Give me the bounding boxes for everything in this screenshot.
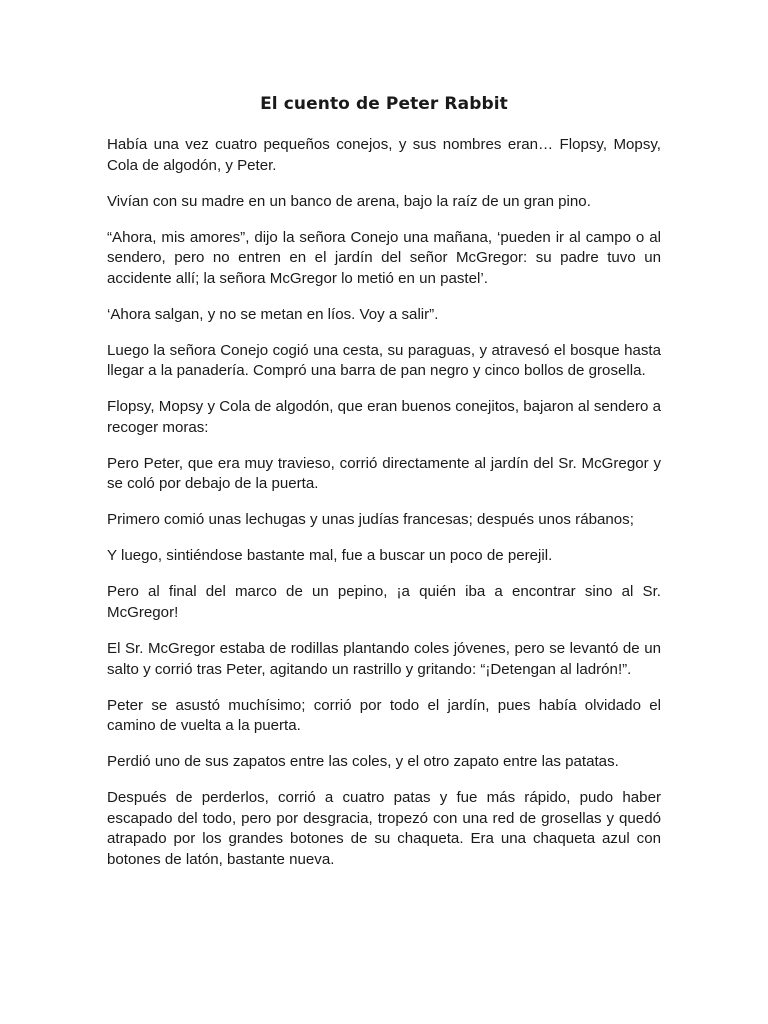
paragraph: El Sr. McGregor estaba de rodillas plantando coles jóvenes, pero se levantó de un salto y corrió tras Peter, agitando un rastrillo y gritando: “¡Detengan al ladrón!”. [107, 640, 661, 678]
paragraph: Pero Peter, que era muy travieso, corrió directamente al jardín del Sr. McGregor y se coló por debajo de la puerta. [107, 454, 661, 493]
paragraph: Perdió uno de sus zapatos entre las coles, y el otro zapato entre las patatas. [107, 753, 619, 771]
paragraph: Y luego, sintiéndose bastante mal, fue a buscar un poco de perejil. [107, 547, 553, 565]
paragraph: Después de perderlos, corrió a cuatro patas y fue más rápido, pudo haber escapado del todo, pero por desgracia, tropezó con una red de grosellas y quedó atrapado por los grandes botones de su chaqueta. Era una chaqueta azul con botones de latón, bastante nueva. [107, 789, 661, 868]
paragraph: ‘Ahora salgan, y no se metan en líos. Voy a salir”. [107, 305, 439, 323]
paragraph: Flopsy, Mopsy y Cola de algodón, que eran buenos conejitos, bajaron al sendero a recoger moras: [107, 398, 661, 436]
paragraph: Primero comió unas lechugas y unas judías francesas; después unos rábanos; [107, 511, 634, 529]
paragraph: Vivían con su madre en un banco de arena, bajo la raíz de un gran pino. [107, 192, 591, 210]
document-title: El cuento de Peter Rabbit [260, 94, 508, 114]
paragraph: Había una vez cuatro pequeños conejos, y sus nombres eran… Flopsy, Mopsy, Cola de algodón, y Peter. [107, 136, 661, 174]
paragraph: Pero al final del marco de un pepino, ¡a quién iba a encontrar sino al Sr. McGregor! [107, 583, 661, 622]
paragraph: Luego la señora Conejo cogió una cesta, su paraguas, y atravesó el bosque hasta llegar a la panadería. Compró una barra de pan negro y cinco bollos de grosella. [107, 341, 661, 380]
paragraph: Peter se asustó muchísimo; corrió por todo el jardín, pues había olvidado el camino de vuelta a la puerta. [107, 696, 661, 735]
paragraph: “Ahora, mis amores”, dijo la señora Conejo una mañana, ‘pueden ir al campo o al sendero, pero no entren en el jardín del señor McGregor: su padre tuvo un accidente allí; la señora McGregor lo metió en un pastel’. [107, 228, 661, 287]
